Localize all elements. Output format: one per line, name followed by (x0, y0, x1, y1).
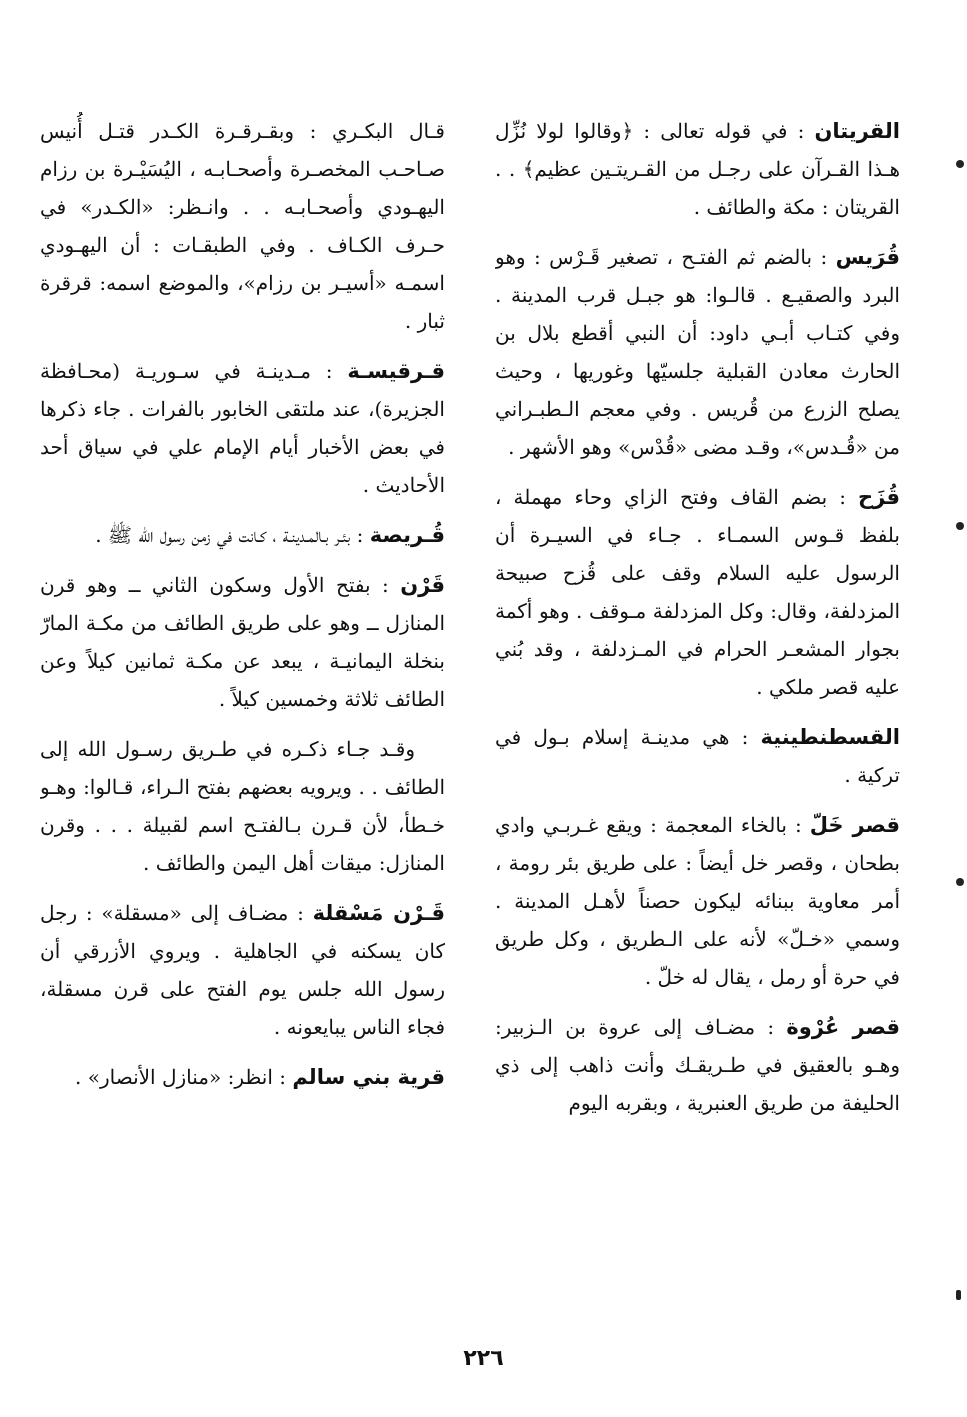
entry-paragraph (40, 352, 445, 504)
margin-mark (956, 878, 964, 886)
entry-headword: قُـريصة (369, 523, 445, 547)
margin-mark (956, 522, 964, 530)
margin-mark (956, 1290, 961, 1300)
entry-paragraph (495, 718, 900, 794)
right-column (40, 112, 445, 1322)
dictionary-entry (40, 112, 445, 340)
entry-paragraph (40, 894, 445, 1046)
dictionary-entry (495, 806, 900, 996)
text-columns (40, 112, 900, 1322)
entry-paragraph (495, 1008, 900, 1122)
dictionary-entry (40, 566, 445, 718)
dictionary-entry (40, 730, 445, 882)
entry-text: : مـدينـة في سـوريـة (محـافظة الجزيرة)، عند ملتقى الخابور بالفرات . جاء ذكرها في بعض الأخبار أيام الإمام علي في سياق أحد الأحاديث . (40, 359, 445, 497)
entry-text: : في قوله تعالى : ﴿وقالوا لولا نُزِّل هـذا القـرآن على رجـل من القـريتـين عظيم﴾ . . القريتان : مكة والطائف . (495, 119, 900, 219)
dictionary-entry (495, 112, 900, 226)
entry-headword: قُزَح (858, 485, 900, 509)
dictionary-entry (495, 1008, 900, 1122)
entry-text: : انظر: «منازل الأنصار» . (75, 1065, 286, 1089)
entry-paragraph (495, 238, 900, 466)
entry-paragraph (40, 112, 445, 340)
entry-headword: قصر عُرْوة (786, 1015, 900, 1039)
dictionary-entry (495, 478, 900, 706)
entry-text: وقـد جـاء ذكـره في طـريق رسـول الله إلى الطائف . . ويرويه بعضهم بفتح الـراء، قـالوا: وهـو خـطأ، لأن قـرن بـالفتـح اسم لقبيلة . . . وقرن المنازل: ميقات أهل اليمن والطائف . (40, 737, 445, 875)
entry-paragraph (40, 566, 445, 718)
entry-text: : بالخاء المعجمة : ويقع غـربـي وادي بطحان ، وقصر خل أيضاً : على طريق بئر رومة ، أمر معاوية ببنائه ليكون حصناً لأهـل المدينة . وسمي «خـلّ» لأنه على الـطريق ، وكل طريق في حرة أو رمل ، يقال له خلّ . (495, 813, 900, 989)
entry-text: : مضـاف إلى «مسقلة» : رجل كان يسكنه في الجاهلية . ويروي الأزرقي أن رسول الله جلس يوم الفتح على قرن مسقلة، فجاء الناس يبايعونه . (40, 901, 445, 1039)
margin-mark (956, 160, 964, 168)
entry-text: : بئـر بـالمـدينـة ، كـانت في زمن رسول الله ﷺ . (95, 523, 364, 547)
entry-paragraph (495, 806, 900, 996)
entry-paragraph (495, 112, 900, 226)
dictionary-entry (495, 718, 900, 794)
entry-paragraph (40, 730, 445, 882)
entry-paragraph (495, 478, 900, 706)
dictionary-entry (40, 352, 445, 504)
entry-text: : بفتح الأول وسكون الثاني ــ وهو قرن المنازل ــ وهو على طريق الطائف من مكـة المارّ بنخلة اليمانيـة ، يبعد عن مكـة ثمانين كيلاً وعن الطائف ثلاثة وخمسين كيلاً . (40, 573, 445, 711)
entry-text: قـال البكـري : وبقـرقـرة الكـدر قتـل أُنيس صـاحـب المخصـرة وأصحـابـه ، اليُسَيْـرة بن رزام اليهـودي وأصحـابـه . . وانـظر: «الكـدر» في حـرف الكـاف . وفي الطبقـات : أن اليهـودي اسمـه «أسيـر بن رزام»، والموضع اسمه: قرقرة ثبار . (40, 119, 445, 333)
entry-headword: قصر خَلّ (809, 813, 900, 837)
entry-text: : بالضم ثم الفتـح ، تصغير قَـرْس : وهو البرد والصقيـع . قالـوا: هو جبـل قرب المدينة . وفي كتـاب أبـي داود: أن النبي أقطع بلال بن الحارث معادن القبلية جلسيّها وغوريها ، وحيث يصلح الزرع من قُريس . وفي معجم الـطبـراني من «قُـدس»، وقـد مضى «قُدْس» وهو الأشهر . (495, 245, 900, 459)
dictionary-entry (495, 238, 900, 466)
entry-headword: قَـرْن مَسْقلة (312, 901, 445, 925)
entry-paragraph (40, 1058, 445, 1096)
left-column (495, 112, 900, 1322)
entry-headword: القريتان (814, 119, 900, 143)
dictionary-entry (40, 1058, 445, 1096)
entry-headword: قـرقيسـة (347, 359, 445, 383)
page-number: ٢٢٦ (463, 1346, 504, 1371)
dictionary-entry (40, 516, 445, 554)
entry-paragraph (40, 516, 445, 554)
entry-text: : مضـاف إلى عروة بن الـزبير: وهـو بالعقيق في طـريقـك وأنت ذاهب إلى ذي الحليفة من طريق العنبرية ، وبقربه اليوم (495, 1015, 900, 1115)
entry-headword: قُرَيس (835, 245, 900, 269)
entry-text: : بضم القاف وفتح الزاي وحاء مهملة ، بلفظ قـوس السمـاء . جـاء في السيـرة أن الرسول عليه السلام وقف على قُزح صبيحة المزدلفة، وقال: وكل المزدلفة مـوقف . وهو أكمة بجوار المشعـر الحرام في المـزدلفة ، وقد بُني عليه قصر ملكي . (495, 485, 900, 699)
dictionary-entry (40, 894, 445, 1046)
entry-headword: القسطنطينية (760, 725, 900, 749)
entry-headword: قرية بني سالم (292, 1065, 445, 1089)
entry-text: : هي مدينـة إسلام بـول في تركية . (495, 725, 900, 787)
entry-headword: قَرْن (400, 573, 445, 597)
